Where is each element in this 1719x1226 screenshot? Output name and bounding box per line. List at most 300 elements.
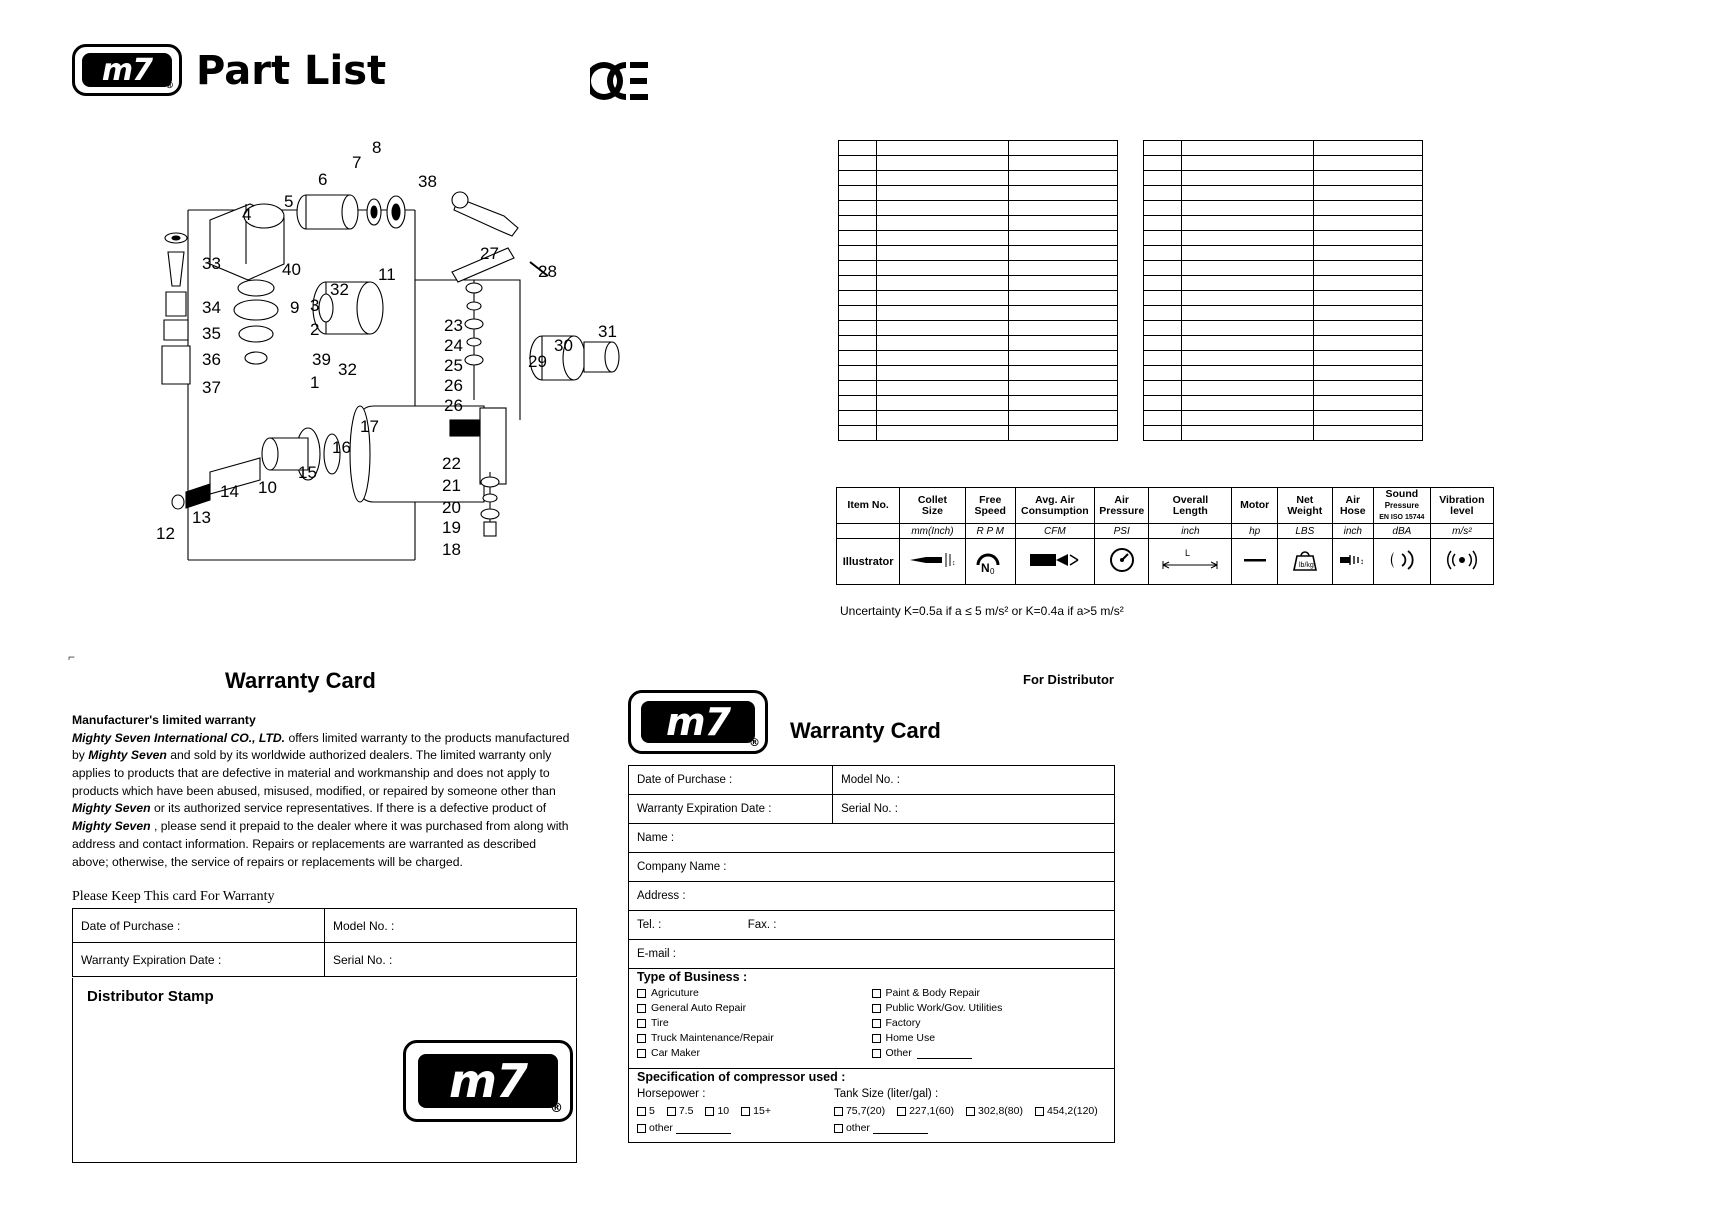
icon-vibration-level — [1430, 539, 1493, 585]
cell — [1144, 186, 1182, 201]
part-label-30: 30 — [554, 336, 573, 355]
table-row — [1144, 201, 1423, 216]
cell — [839, 366, 877, 381]
cell — [1314, 336, 1423, 351]
cell — [1314, 171, 1423, 186]
checkbox-hp-15-plus[interactable] — [741, 1105, 771, 1117]
table-row — [1144, 381, 1423, 396]
table-row — [73, 943, 577, 977]
m7-logo-header — [72, 44, 182, 96]
page-title: Part List — [196, 48, 387, 94]
icon-free-speed — [965, 539, 1015, 585]
table-row — [839, 141, 1118, 156]
checkbox-icon[interactable] — [872, 1004, 881, 1013]
field-address[interactable]: Address : — [629, 882, 1115, 911]
cell — [1009, 411, 1118, 426]
label: 227,1(60) — [909, 1105, 955, 1117]
cell — [877, 231, 1009, 246]
checkbox-icon[interactable] — [741, 1107, 750, 1116]
field-warranty-expiration[interactable]: Warranty Expiration Date : — [629, 795, 833, 824]
cell — [1182, 396, 1314, 411]
cell — [1314, 411, 1423, 426]
checkbox-icon[interactable] — [667, 1107, 676, 1116]
field-date-of-purchase[interactable]: Date of Purchase : — [629, 766, 833, 795]
cell — [1144, 426, 1182, 441]
checkbox-icon[interactable] — [966, 1107, 975, 1116]
cell — [877, 276, 1009, 291]
cell — [877, 246, 1009, 261]
cell — [1144, 216, 1182, 231]
cell — [839, 351, 877, 366]
spec-unit-blank — [837, 524, 900, 539]
table-row — [629, 882, 1115, 911]
cell — [1182, 261, 1314, 276]
checkbox-paint-body-repair[interactable] — [872, 987, 1107, 999]
cell — [1144, 231, 1182, 246]
table-row — [1144, 216, 1423, 231]
field-email[interactable]: E-mail : — [629, 940, 1115, 969]
spec-header-vibration-level: Vibration level — [1430, 488, 1493, 524]
cell — [1314, 306, 1423, 321]
table-row — [839, 411, 1118, 426]
spec-header-air-pressure: Air Pressure — [1094, 488, 1148, 524]
table-row — [1144, 246, 1423, 261]
cell — [839, 186, 877, 201]
cell — [839, 321, 877, 336]
spec-row-label: Illustrator — [837, 539, 900, 585]
cell — [1009, 171, 1118, 186]
icon-motor — [1232, 539, 1278, 585]
cell — [839, 411, 877, 426]
checkbox-icon[interactable] — [872, 989, 881, 998]
specification-table — [836, 487, 1494, 585]
field-tel-label: Tel. : — [637, 919, 662, 931]
cell — [1144, 141, 1182, 156]
label: 10 — [717, 1105, 730, 1117]
checkbox-icon[interactable] — [1035, 1107, 1044, 1116]
tank-size-block — [834, 1088, 1106, 1134]
warranty-body-2: offers limited warranty to the products manufactured by — [72, 730, 570, 763]
m7-logo-text: m7 — [641, 701, 755, 743]
checkbox-icon[interactable] — [834, 1124, 843, 1133]
m7-logo-stamp — [403, 1040, 573, 1122]
field-model-no[interactable]: Model No. : — [833, 766, 1115, 795]
cell — [1182, 336, 1314, 351]
spec-header-sound-pressure: Sound Pressure EN ISO 15744 — [1374, 488, 1431, 524]
table-row — [839, 201, 1118, 216]
table-row — [839, 321, 1118, 336]
checkbox-icon[interactable] — [872, 1034, 881, 1043]
checkbox-public-work[interactable] — [872, 1002, 1107, 1014]
cell — [1182, 216, 1314, 231]
table-row — [839, 171, 1118, 186]
cell — [877, 381, 1009, 396]
cell — [877, 321, 1009, 336]
part-label-14: 14 — [220, 482, 239, 501]
cell — [1009, 336, 1118, 351]
spec-unit-inch-length: inch — [1149, 524, 1232, 539]
part-label-32a: 32 — [330, 280, 349, 299]
label: Tire — [651, 1017, 669, 1029]
checkbox-icon[interactable] — [897, 1107, 906, 1116]
table-row — [839, 366, 1118, 381]
checkbox-icon[interactable] — [637, 1049, 646, 1058]
type-of-business-section — [628, 965, 1115, 1069]
cell — [1314, 396, 1423, 411]
checkbox-icon[interactable] — [705, 1107, 714, 1116]
svg-text:L: L — [1185, 548, 1191, 559]
checkbox-tank-other[interactable] — [834, 1122, 1106, 1134]
label: 5 — [649, 1105, 655, 1117]
spec-header-item-no: Item No. — [837, 488, 900, 524]
field-fax-label: Fax. : — [747, 919, 777, 931]
part-label-5: 5 — [284, 192, 294, 211]
part-label-6: 6 — [318, 170, 328, 189]
svg-text:↕: ↕ — [952, 560, 956, 568]
table-row — [839, 156, 1118, 171]
label: 75,7(20) — [845, 1105, 886, 1117]
svg-text:N: N — [981, 561, 990, 576]
table-row — [1144, 186, 1423, 201]
cell — [1182, 366, 1314, 381]
svg-text:0: 0 — [990, 567, 995, 576]
checkbox-icon[interactable] — [637, 989, 646, 998]
checkbox-tank-302-8[interactable] — [966, 1105, 1023, 1117]
table-row — [839, 231, 1118, 246]
cell — [839, 381, 877, 396]
cell — [1144, 171, 1182, 186]
warranty-body-6: or its authorized service representatives. If there is a defective product of — [150, 801, 547, 816]
cell — [1009, 141, 1118, 156]
spec-unit-inch-hose: inch — [1332, 524, 1373, 539]
cell — [1009, 216, 1118, 231]
checkbox-icon[interactable] — [872, 1019, 881, 1028]
label: Factory — [885, 1017, 921, 1029]
table-row — [1144, 306, 1423, 321]
cell — [877, 141, 1009, 156]
part-label-25: 26 — [444, 376, 463, 395]
cell — [1314, 216, 1423, 231]
cell — [1182, 156, 1314, 171]
field-tel-fax[interactable] — [629, 911, 1115, 940]
label: Truck Maintenance/Repair — [651, 1032, 774, 1044]
spec-unit-dba: dBA — [1374, 524, 1431, 539]
checkbox-hp-10[interactable] — [705, 1105, 729, 1117]
table-row — [839, 306, 1118, 321]
warranty-brand-1: Mighty Seven — [88, 748, 167, 763]
part-label-29: 29 — [528, 352, 547, 371]
field-model-no[interactable]: Model No. : — [325, 909, 577, 943]
icon-overall-length — [1149, 539, 1232, 585]
cell — [1144, 321, 1182, 336]
cell — [1314, 156, 1423, 171]
table-row — [839, 261, 1118, 276]
part-label-32b: 32 — [338, 360, 357, 379]
warranty-heading: Manufacturer's limited warranty — [72, 713, 256, 727]
label: Public Work/Gov. Utilities — [885, 1002, 1003, 1014]
ce-mark-icon — [590, 58, 660, 109]
checkbox-icon[interactable] — [834, 1107, 843, 1116]
cell — [839, 396, 877, 411]
checkbox-tire[interactable] — [637, 1017, 872, 1029]
cell — [839, 246, 877, 261]
business-options-right — [872, 987, 1107, 1062]
cell — [877, 156, 1009, 171]
cell — [1009, 291, 1118, 306]
table-row — [839, 381, 1118, 396]
field-serial-no[interactable]: Serial No. : — [833, 795, 1115, 824]
cell — [1009, 366, 1118, 381]
cell — [877, 171, 1009, 186]
checkbox-icon[interactable] — [637, 1004, 646, 1013]
checkbox-tank-227-1[interactable] — [897, 1105, 954, 1117]
warranty-text-block — [72, 712, 572, 871]
table-row — [1144, 426, 1423, 441]
cell — [1182, 291, 1314, 306]
part-label-11: 11 — [378, 265, 396, 284]
checkbox-icon[interactable] — [637, 1124, 646, 1133]
cell — [1144, 381, 1182, 396]
cell — [1009, 231, 1118, 246]
cell — [1182, 426, 1314, 441]
m7-logo-right-card — [628, 690, 768, 754]
cell — [1182, 306, 1314, 321]
table-row — [1144, 411, 1423, 426]
spec-unit-lbs: LBS — [1278, 524, 1333, 539]
table-row — [839, 336, 1118, 351]
table-row — [629, 853, 1115, 882]
tank-other-input[interactable] — [873, 1123, 928, 1134]
table-row — [629, 824, 1115, 853]
part-label-18: 18 — [442, 540, 461, 559]
checkbox-hp-7-5[interactable] — [667, 1105, 694, 1117]
table-row — [1144, 261, 1423, 276]
label: Paint & Body Repair — [885, 987, 981, 999]
part-label-2: 2 — [310, 320, 320, 339]
checkbox-factory[interactable] — [872, 1017, 1107, 1029]
other-business-input[interactable] — [917, 1048, 972, 1059]
table-row — [629, 766, 1115, 795]
part-label-8: 8 — [372, 138, 382, 157]
for-distributor-label: For Distributor — [1023, 672, 1114, 687]
part-label-4: 4 — [242, 205, 252, 224]
table-row — [1144, 336, 1423, 351]
table-row — [73, 909, 577, 943]
tank-size-options — [834, 1105, 1106, 1117]
warranty-body-4: and sold by its worldwide authorized dealers. The limited warranty only applies to products that are defective in material and workmanship and does not apply to products which have been abused, misused, modified, or repaired by someone other than — [72, 748, 556, 798]
cell — [1314, 186, 1423, 201]
part-label-16: 16 — [332, 438, 351, 457]
part-label-34: 34 — [202, 298, 221, 317]
checkbox-icon[interactable] — [637, 1034, 646, 1043]
cell — [877, 186, 1009, 201]
spec-header-row — [837, 488, 1494, 524]
part-label-38: 38 — [418, 172, 437, 191]
type-of-business-heading: Type of Business : — [637, 970, 748, 984]
part-label-33: 33 — [202, 254, 221, 273]
part-label-28: 28 — [538, 262, 557, 281]
parts-table-left — [838, 140, 1118, 441]
cell — [1182, 246, 1314, 261]
cell — [839, 231, 877, 246]
exploded-parts-diagram — [60, 120, 760, 590]
spec-header-collet-size: Collet Size — [900, 488, 965, 524]
cell — [839, 336, 877, 351]
table-row — [1144, 396, 1423, 411]
cell — [1144, 336, 1182, 351]
parts-table-right-body — [1144, 141, 1423, 441]
spec-header-net-weight: Net Weight — [1278, 488, 1333, 524]
label: other — [649, 1122, 673, 1134]
cell — [1182, 321, 1314, 336]
cell — [877, 261, 1009, 276]
spec-header-overall-length: Overall Length — [1149, 488, 1232, 524]
icon-collet-size — [900, 539, 965, 585]
checkbox-icon[interactable] — [637, 1019, 646, 1028]
spec-header-air-hose: Air Hose — [1332, 488, 1373, 524]
checkbox-home-use[interactable] — [872, 1032, 1107, 1044]
cell — [877, 411, 1009, 426]
part-label-23: 23 — [444, 316, 463, 335]
cell — [1182, 411, 1314, 426]
field-serial-no[interactable]: Serial No. : — [325, 943, 577, 977]
diagram-illustration — [60, 120, 760, 590]
table-row — [1144, 291, 1423, 306]
warranty-company-name: Mighty Seven International CO., LTD. — [72, 730, 286, 745]
checkbox-agriculture[interactable] — [637, 987, 872, 999]
svg-text:↕: ↕ — [1359, 557, 1364, 567]
cell — [1144, 351, 1182, 366]
cell — [877, 366, 1009, 381]
cell — [1314, 261, 1423, 276]
checkbox-icon[interactable] — [637, 1107, 646, 1116]
warranty-paragraph — [72, 730, 572, 872]
part-label-13: 13 — [192, 508, 211, 527]
cell — [1144, 291, 1182, 306]
checkbox-tank-454-2[interactable] — [1035, 1105, 1098, 1117]
cell — [877, 201, 1009, 216]
cell — [877, 426, 1009, 441]
table-row — [1144, 231, 1423, 246]
checkbox-hp-5[interactable] — [637, 1105, 655, 1117]
cell — [1182, 171, 1314, 186]
checkbox-general-auto-repair[interactable] — [637, 1002, 872, 1014]
table-row — [1144, 171, 1423, 186]
cell — [877, 306, 1009, 321]
cell — [1314, 276, 1423, 291]
table-row — [839, 351, 1118, 366]
cell — [1009, 426, 1118, 441]
label: Other — [885, 1047, 912, 1059]
checkbox-tank-75-7[interactable] — [834, 1105, 885, 1117]
table-row — [839, 426, 1118, 441]
spec-unit-psi: PSI — [1094, 524, 1148, 539]
spec-unit-rpm: R P M — [965, 524, 1015, 539]
cell — [1009, 381, 1118, 396]
field-company-name[interactable]: Company Name : — [629, 853, 1115, 882]
cell — [839, 201, 877, 216]
label: Home Use — [885, 1032, 936, 1044]
keep-card-note: Please Keep This card For Warranty — [72, 889, 275, 904]
icon-air-hose — [1332, 539, 1373, 585]
cell — [1314, 366, 1423, 381]
part-label-36: 36 — [202, 350, 221, 369]
registered-mark: ® — [749, 736, 760, 749]
table-row — [839, 291, 1118, 306]
cell — [1144, 366, 1182, 381]
checkbox-other-business[interactable] — [872, 1047, 1107, 1059]
label: Car Maker — [651, 1047, 701, 1059]
spec-unit-cfm: CFM — [1015, 524, 1094, 539]
cell — [839, 291, 877, 306]
cell — [1144, 411, 1182, 426]
cell — [1009, 276, 1118, 291]
field-date-of-purchase[interactable]: Date of Purchase : — [73, 909, 325, 943]
cell — [1009, 201, 1118, 216]
part-label-12: 12 — [156, 524, 175, 543]
cell — [1009, 186, 1118, 201]
checkbox-icon[interactable] — [872, 1049, 881, 1058]
compressor-spec-section — [628, 1065, 1115, 1143]
spec-unit-collet: mm(Inch) — [900, 524, 965, 539]
spec-header-free-speed: Free Speed — [965, 488, 1015, 524]
cell — [877, 336, 1009, 351]
table-row — [839, 186, 1118, 201]
checkbox-truck-maintenance[interactable] — [637, 1032, 872, 1044]
table-row — [629, 795, 1115, 824]
business-options-left — [637, 987, 872, 1062]
cell — [1182, 186, 1314, 201]
cell — [1182, 276, 1314, 291]
label: 7.5 — [678, 1105, 694, 1117]
part-label-19: 19 — [442, 518, 461, 537]
cell — [1182, 201, 1314, 216]
spec-unit-ms2: m/s² — [1430, 524, 1493, 539]
checkbox-car-maker[interactable] — [637, 1047, 872, 1059]
cell — [1314, 246, 1423, 261]
m7-logo-text: m7 — [82, 53, 172, 87]
label: Agricuture — [651, 987, 699, 999]
part-label-31: 31 — [598, 322, 617, 341]
registered-mark: ® — [165, 81, 174, 91]
registered-mark: ® — [550, 1101, 563, 1116]
cell — [1314, 291, 1423, 306]
table-row — [839, 396, 1118, 411]
cell — [839, 141, 877, 156]
table-row — [839, 216, 1118, 231]
icon-sound-pressure — [1374, 539, 1431, 585]
cell — [1009, 156, 1118, 171]
cell — [1144, 276, 1182, 291]
spec-header-air-consumption: Avg. Air Consumption — [1015, 488, 1094, 524]
spec-header-motor: Motor — [1232, 488, 1278, 524]
part-label-3: 3 — [310, 296, 320, 315]
cell — [1009, 261, 1118, 276]
field-name[interactable]: Name : — [629, 824, 1115, 853]
distributor-stamp-box — [72, 978, 577, 1163]
warranty-body-8: , please send it prepaid to the dealer where it was purchased from along with address and contact information. Repairs or replacements are warranted as described above; otherwise, the service of repairs or replacements will be charged. — [72, 819, 569, 869]
cell — [839, 306, 877, 321]
icon-air-consumption — [1015, 539, 1094, 585]
hp-other-input[interactable] — [676, 1123, 731, 1134]
cell — [1182, 351, 1314, 366]
crop-mark: ⌐ — [68, 650, 76, 664]
uncertainty-note: Uncertainty K=0.5a if a ≤ 5 m/s² or K=0.4a if a>5 m/s² — [840, 604, 1124, 618]
checkbox-hp-other[interactable] — [637, 1122, 834, 1134]
warranty-card-title-right: Warranty Card — [790, 718, 941, 743]
part-label-26a: 25 — [444, 356, 463, 375]
field-warranty-expiration[interactable]: Warranty Expiration Date : — [73, 943, 325, 977]
